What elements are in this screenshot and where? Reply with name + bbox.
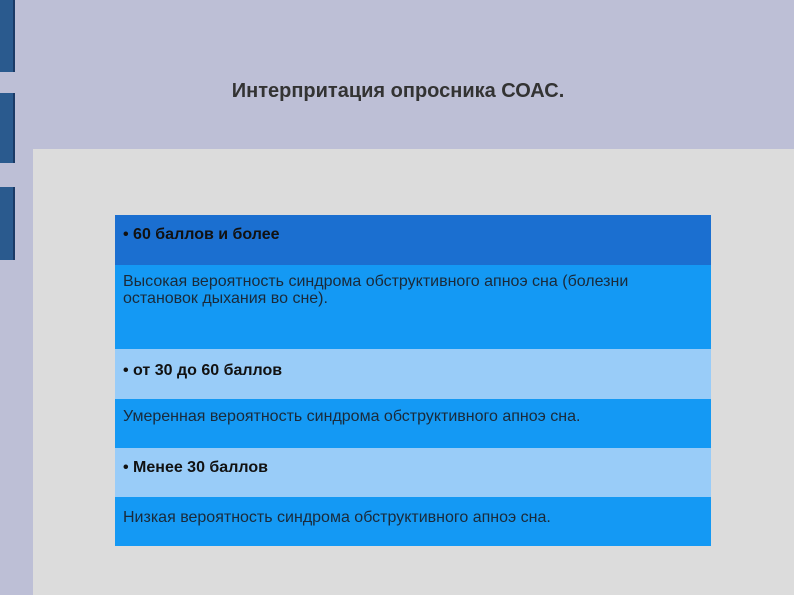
slide-title: Интерпритация опросника СОАС. <box>231 80 565 102</box>
score-description-moderate: Умеренная вероятность синдрома обструктивного апноэ сна. <box>115 399 711 448</box>
score-table <box>115 215 711 546</box>
score-description-low: Низкая вероятность синдрома обструктивного апноэ сна. <box>115 497 711 546</box>
score-range-moderate: • от 30 до 60 баллов <box>115 349 711 399</box>
decor-bar-bottom <box>0 187 15 260</box>
score-description-high: Высокая вероятность синдрома обструктивного апноэ сна (болезни остановок дыхания во сне). <box>115 265 711 349</box>
score-range-high: • 60 баллов и более <box>115 215 711 265</box>
score-range-low: • Менее 30 баллов <box>115 448 711 497</box>
decor-bar-middle <box>0 93 15 163</box>
decor-bar-top <box>0 0 15 72</box>
